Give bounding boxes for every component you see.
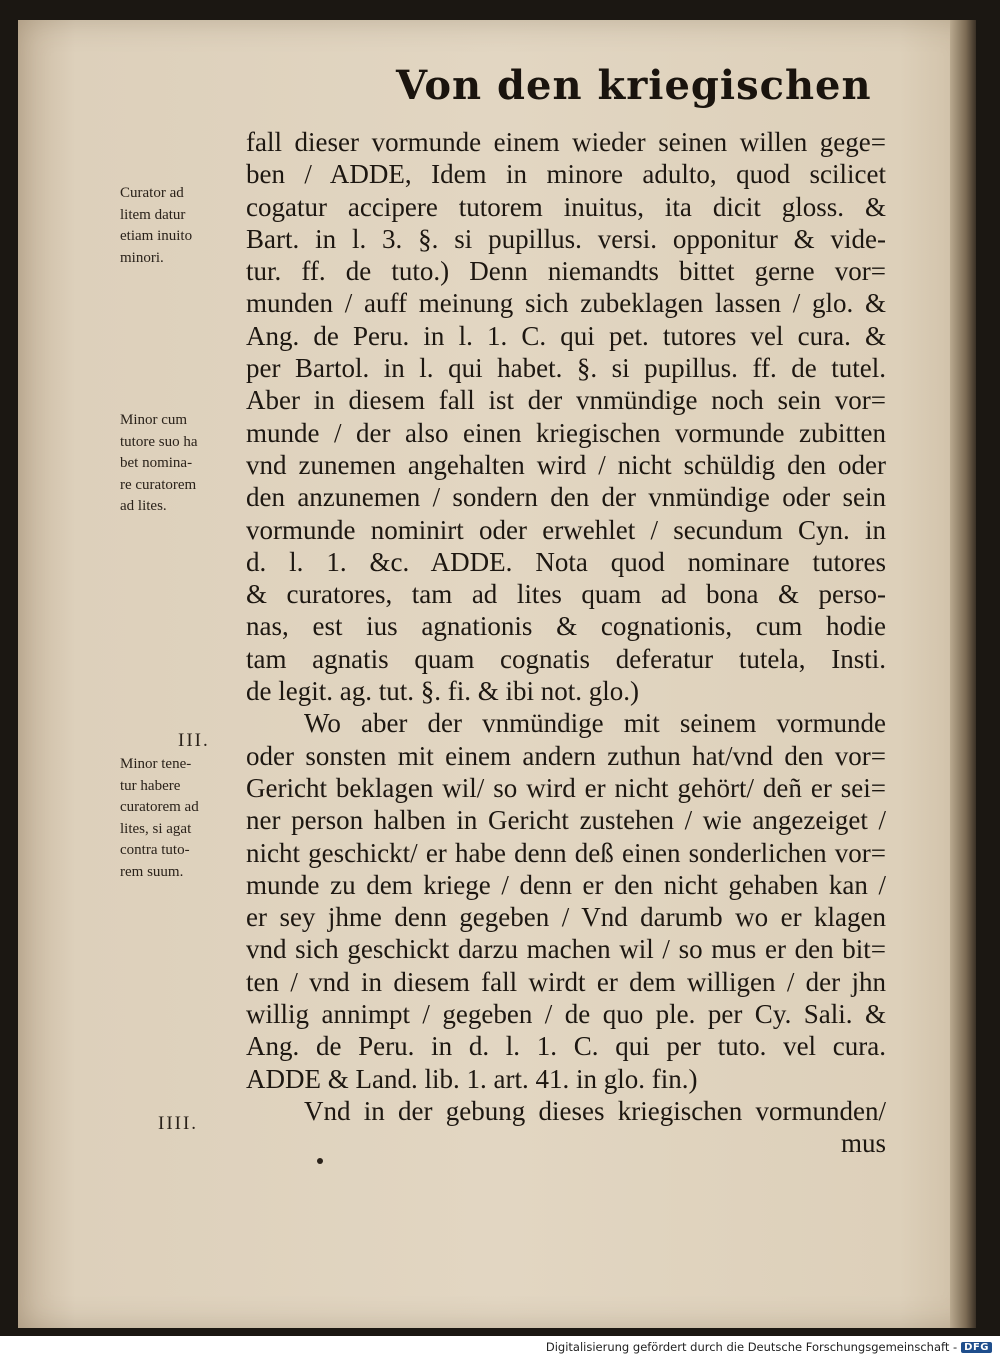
book-spine [950,20,976,1328]
text-line: oder sonsten mit einem andern zuthun hat/vnd den vor= [246,740,886,771]
margin-note-minor-tenetur [120,754,242,883]
text-line: ben / ADDE, Idem in minore adulto, quod scilicet [246,159,886,190]
margin-note-line: contra tuto- [120,842,190,858]
text-line: ner person halben in Gericht zustehen / wie angezeiget / [246,805,886,836]
text-line: tur. ff. de tuto.) Denn niemandts bittet gerne vor= [246,256,886,287]
text-line: den anzunemen / sondern den der vnmündige oder sein [246,482,886,513]
margin-note-line: curatorem ad [120,799,199,815]
text-line: munde / der also einen kriegischen vormunde zubitten [246,417,886,448]
text-line: Gericht beklagen wil/ so wird er nicht gehört/ deñ er sei= [246,772,886,803]
margin-note-line: Curator ad [120,185,184,201]
ink-dot [317,1158,323,1164]
text-line: willig annimpt / gegeben / de quo ple. per Cy. Sali. & [246,999,886,1030]
text-line: Bart. in l. 3. §. si pupillus. versi. opponitur & vide- [246,223,886,254]
margin-note-line: tur habere [120,777,181,794]
text-line: nas, est ius agnationis & cognationis, cum hodie [246,611,886,642]
text-line: vnd sich geschickt darzu machen wil / so mus er den bit= [246,934,886,965]
running-head: Von den kriegischen [396,62,872,109]
margin-note-line: lites, si agat [120,820,192,837]
text-line: munde zu dem kriege / denn er den nicht gehaben kan / [246,869,886,900]
text-line: nicht geschickt/ er habe denn deß einen sonderlichen vor= [246,837,886,868]
section-number-iii: III. [178,730,210,751]
text-line: Ang. de Peru. in l. 1. C. qui pet. tutores vel cura. & [246,320,886,351]
margin-note-line: bet nomina- [120,455,193,471]
dfg-logo-icon: DFG [961,1342,992,1353]
section-number-iiii: IIII. [158,1113,199,1134]
text-line: cogatur accipere tutorem inuitus, ita dicit gloss. & [246,191,886,222]
main-text-block [246,126,886,1160]
text-line: munden / auff meinung sich zubeklagen lassen / glo. & [246,288,886,319]
text-line: Vnd in der gebung dieses kriegischen vormunden/ [304,1095,886,1126]
margin-note-line: re curatorem [120,476,197,493]
text-line: Aber in diesem fall ist der vnmündige noch sein vor= [246,385,886,416]
text-line: Wo aber der vnmündige mit seinem vormunde [304,708,886,739]
text-line: d. l. 1. &c. ADDE. Nota quod nominare tutores [246,546,886,577]
margin-note-line: rem suum. [120,863,184,880]
text-line: ten / vnd in diesem fall wirdt er dem willigen / der jhn [246,966,886,997]
margin-note-line: minori. [120,249,164,266]
margin-note-line: tutore suo ha [120,433,198,450]
text-line: ADDE & Land. lib. 1. art. 41. in glo. fin.) [246,1063,698,1094]
digitization-footer [546,1340,992,1354]
text-line: vormunde nominirt oder erwehlet / secundum Cyn. in [246,514,886,545]
footer-text: Digitalisierung gefördert durch die Deutsche Forschungsgemeinschaft - [545,1340,958,1354]
margin-note-line: etiam inuito [120,228,193,244]
text-line: er sey jhme denn gegeben / Vnd darumb wo er klagen [246,902,886,933]
text-line: tam agnatis quam cognatis deferatur tutela, Insti. [246,643,886,674]
text-line: de legit. ag. tut. §. fi. & ibi not. glo.) [246,676,639,707]
margin-note-curator [120,183,242,269]
margin-note-line: litem datur [120,206,186,223]
margin-note-minor-cum-tutore [120,410,242,518]
text-line: & curatores, tam ad lites quam ad bona & perso- [246,579,886,610]
text-line: vnd zunemen angehalten wird / nicht schüldig den oder [246,449,886,480]
margin-note-line: Minor cum [120,412,188,428]
margin-note-line: Minor tene- [120,756,192,772]
text-line: fall dieser vormunde einem wieder seinen willen gege= [246,127,886,157]
text-line: per Bartol. in l. qui habet. §. si pupillus. ff. de tutel. [246,353,886,384]
text-line: Ang. de Peru. in d. l. 1. C. qui per tuto. vel cura. [246,1031,886,1062]
text-line: mus [840,1128,886,1159]
margin-note-line: ad lites. [120,498,167,514]
